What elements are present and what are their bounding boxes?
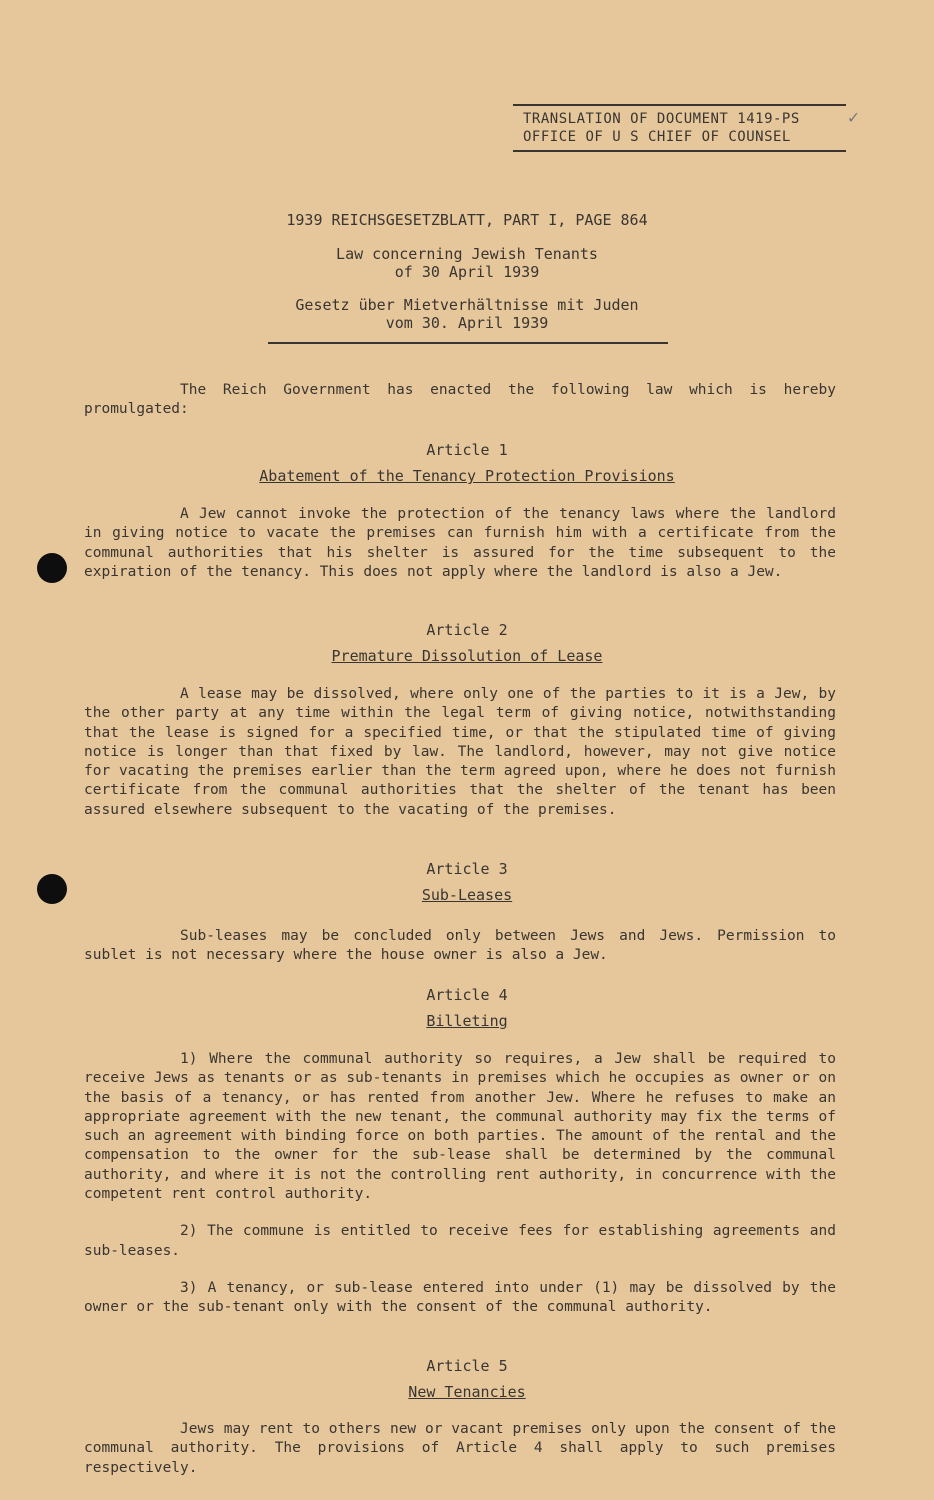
paragraph: 2) The commune is entitled to receive fees for establishing agreements and sub-leases. [84, 1223, 836, 1259]
article-2-heading [0, 621, 934, 665]
article-title: Premature Dissolution of Lease [331, 647, 603, 665]
translation-header [513, 104, 846, 152]
source-citation: 1939 REICHSGESETZBLATT, PART I, PAGE 864 [286, 211, 648, 229]
paragraph: A Jew cannot invoke the protection of the tenancy laws where the landlord in giving notice to vacate the premises can furnish him with a certificate from the communal authorities that his shelter is assured for the time subsequent to the expiration of the tenancy. This does not apply where the landlord is also a Jew. [84, 506, 836, 580]
preamble [84, 381, 836, 420]
title-german: Gesetz über Mietverhältnisse mit Juden [295, 296, 639, 314]
article-number: Article 5 [426, 1357, 508, 1375]
article-title: New Tenancies [408, 1383, 526, 1401]
article-number: Article 3 [426, 860, 508, 878]
article-number: Article 1 [426, 441, 508, 459]
article-4-heading [0, 986, 934, 1030]
header-line-1: TRANSLATION OF DOCUMENT 1419-PS [523, 111, 800, 127]
article-title: Billeting [426, 1012, 508, 1030]
paragraph: Sub-leases may be concluded only between Jews and Jews. Permission to sublet is not necessary where the house owner is also a Jew. [84, 928, 836, 964]
article-title: Sub-Leases [421, 886, 513, 904]
article-1-body [84, 505, 836, 582]
paragraph: A lease may be dissolved, where only one of the parties to it is a Jew, by the other party at any time within the legal term of giving notice, notwithstanding that the lease is signed for a specified time, or that the stipulated time of giving notice is longer than that fixed by law. The landlord, however, may not give notice for vacating the premises earlier than the term agreed upon, where he does not furnish certificate from the communal authorities that the shelter of the tenant has been assured elsewhere subsequent to the vacating of the premises. [84, 686, 836, 818]
header-line-2: OFFICE OF U S CHIEF OF COUNSEL [523, 129, 791, 145]
article-title: Abatement of the Tenancy Protection Provisions [259, 467, 675, 485]
paragraph: Jews may rent to others new or vacant premises only upon the consent of the communal authority. The provisions of Article 4 shall apply to such premises respectively. [84, 1421, 836, 1476]
title-rule [268, 342, 668, 344]
article-5-heading [0, 1357, 934, 1401]
paragraph: 1) Where the communal authority so requires, a Jew shall be required to receive Jews as tenants or as sub-tenants in premises which he occupies as owner or on the basis of a tenancy, or has rented from another Jew. Where he refuses to make an appropriate agreement with the new tenant, the communal authority may fix the terms of such an agreement with binding force on both parties. The amount of the rental and the compensation to the owner for the sub-lease shall be determined by the communal authority, and where it is not the controlling rent authority, in concurrence with the competent rent control authority. [84, 1051, 836, 1203]
article-3-body [84, 927, 836, 966]
article-number: Article 2 [426, 621, 508, 639]
paragraph: 3) A tenancy, or sub-lease entered into under (1) may be dissolved by the owner or the sub-tenant only with the consent of the communal authority. [84, 1279, 836, 1316]
article-number: Article 4 [426, 986, 508, 1004]
punch-hole [37, 553, 67, 583]
title-english: Law concerning Jewish Tenants [336, 245, 598, 263]
article-2-body [84, 685, 836, 820]
title-german-date: vom 30. April 1939 [385, 314, 549, 332]
preamble-text: The Reich Government has enacted the following law which is hereby promulgated: [84, 382, 836, 418]
article-3-heading [0, 860, 934, 904]
article-4-body [84, 1050, 836, 1318]
article-1-heading [0, 441, 934, 485]
article-5-body [84, 1420, 836, 1478]
title-english-date: of 30 April 1939 [394, 263, 540, 281]
check-mark-icon: ✓ [848, 107, 859, 128]
